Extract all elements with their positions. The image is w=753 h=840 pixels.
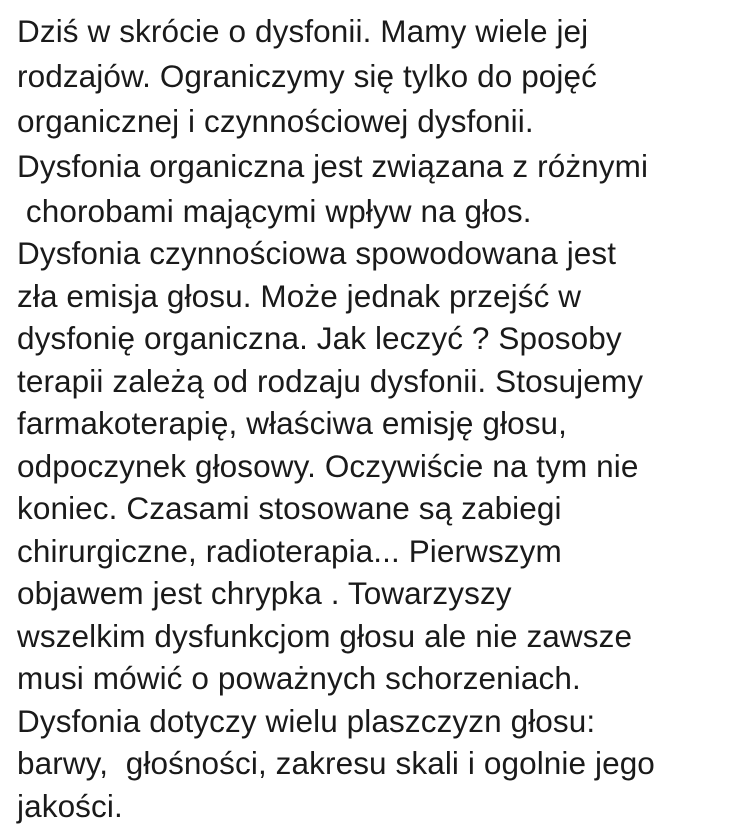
text-line: objawem jest chrypka . Towarzyszy [17,575,512,611]
text-line: wszelkim dysfunkcjom głosu ale nie zawsze [17,618,633,654]
text-line: farmakoterapię, właściwa emisję głosu, [17,405,568,441]
text-line: odpoczynek głosowy. Oczywiście na tym nie [17,448,639,484]
text-line: zła emisja głosu. Może jednak przejść w [17,278,582,314]
text-line: terapii zależą od rodzaju dysfonii. Stosujemy [17,363,644,399]
text-line: barwy, głośności, zakresu skali i ogolnie jego [17,745,655,781]
text-line: organicznej i czynnościowej dysfonii. [17,103,534,139]
text-line: Dziś w skrócie o dysfonii. Mamy wiele jej [17,13,589,49]
text-line: dysfonię organiczna. Jak leczyć ? Sposoby [17,320,622,356]
text-line: musi mówić o poważnych schorzeniach. [17,660,581,696]
text-line: Dysfonia czynnościowa spowodowana jest [17,235,617,271]
text-line: Dysfonia dotyczy wielu plaszczyzn głosu: [17,703,596,739]
text-line: chirurgiczne, radioterapia... Pierwszym [17,533,562,569]
text-line: jakości. [17,788,123,824]
text-line: koniec. Czasami stosowane są zabiegi [17,490,562,526]
text-line: rodzajów. Ograniczymy się tylko do pojęć [17,58,597,94]
text-line: chorobami mającymi wpływ na głos. [17,193,532,229]
text-line: Dysfonia organiczna jest związana z różnymi [17,148,649,184]
